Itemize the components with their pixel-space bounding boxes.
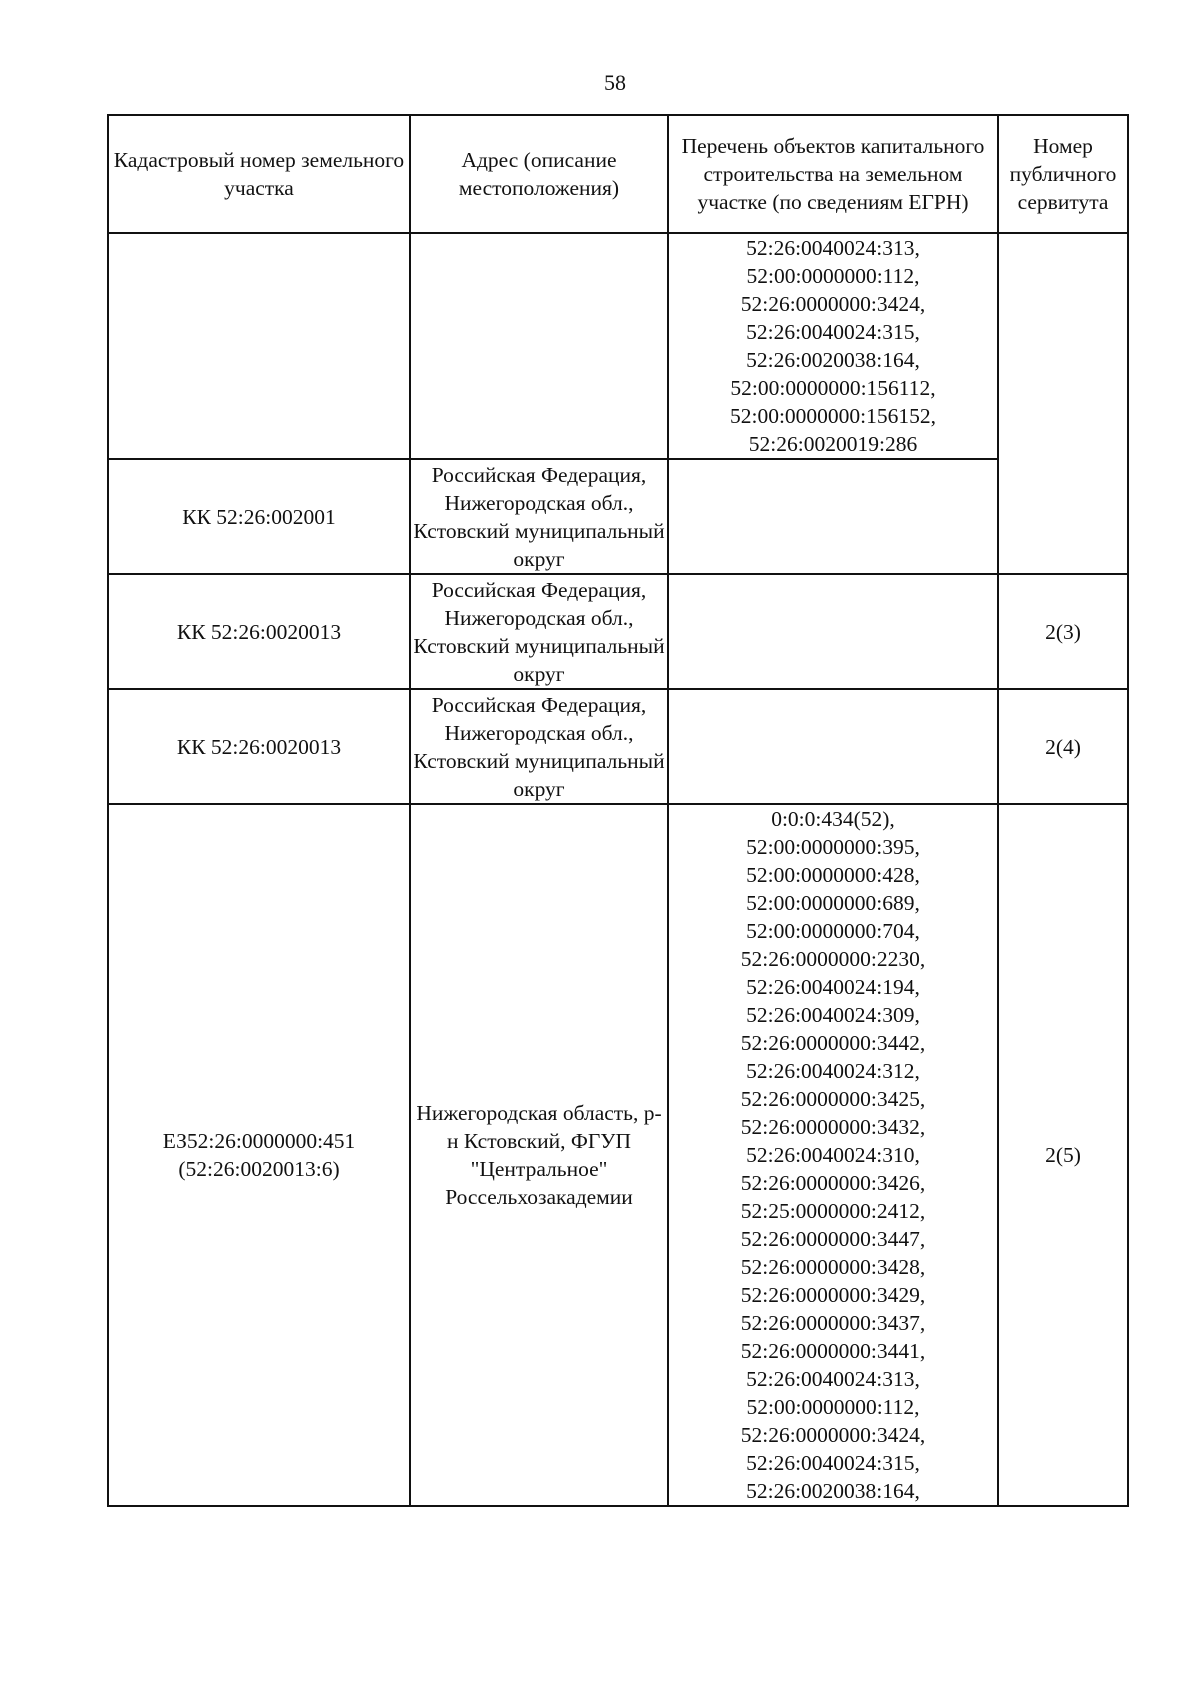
servitude-cell: 2(4) — [998, 689, 1128, 804]
servitude-cell: 2(3) — [998, 574, 1128, 689]
servitude-cell — [998, 233, 1128, 574]
objects-cell: 0:0:0:434(52), 52:00:0000000:395, 52:00:0000000:428, 52:00:0000000:689, 52:00:0000000:704, 52:26:0000000:2230, 52:26:0040024:194, 52:26:0040024:309, 52:26:0000000:3442, 52:26:0040024:312, 52:26:0000000:3425, 52:26:0000000:3432, 52:26:0040024:310, 52:26:0000000:3426, 52:25:0000000:2412, 52:26:0000000:3447, 52:26:0000000:3428, 52:26:0000000:3429, 52:26:0000000:3437, 52:26:0000000:3441, 52:26:0040024:313, 52:00:0000000:112, 52:26:0000000:3424, 52:26:0040024:315, 52:26:0020038:164, — [668, 804, 998, 1506]
address-cell: Российская Федерация, Нижегородская обл., Кстовский муниципальный округ — [410, 574, 668, 689]
cadastral-parent-number: (52:26:0020013:6) — [178, 1157, 340, 1181]
cadastral-cell: КК 52:26:0020013 — [108, 689, 410, 804]
cadastral-cell: КК 52:26:0020013 — [108, 574, 410, 689]
address-cell — [410, 233, 668, 459]
table-row — [108, 804, 1128, 1506]
header-cadastral: Кадастровый номер земельного участка — [108, 115, 410, 233]
table-row — [108, 459, 1128, 574]
page-number: 58 — [604, 70, 626, 95]
address-cell: Нижегородская область, р-н Кстовский, ФГУП "Центральное" Россельхозакадемии — [410, 804, 668, 1506]
table-header-row — [108, 115, 1128, 233]
servitude-table — [107, 114, 1129, 1507]
table-row — [108, 233, 1128, 459]
cadastral-cell — [108, 233, 410, 459]
header-objects: Перечень объектов капитального строительства на земельном участке (по сведениям ЕГРН) — [668, 115, 998, 233]
cadastral-cell — [108, 804, 410, 1506]
header-servitude: Номер публичного сервитута — [998, 115, 1128, 233]
table-row — [108, 574, 1128, 689]
objects-cell — [668, 689, 998, 804]
objects-cell — [668, 459, 998, 574]
header-address: Адрес (описание местоположения) — [410, 115, 668, 233]
address-cell: Российская Федерация, Нижегородская обл., Кстовский муниципальный округ — [410, 689, 668, 804]
objects-cell: 52:26:0040024:313, 52:00:0000000:112, 52:26:0000000:3424, 52:26:0040024:315, 52:26:0020038:164, 52:00:0000000:156112, 52:00:0000000:156152, 52:26:0020019:286 — [668, 233, 998, 459]
address-cell: Российская Федерация, Нижегородская обл., Кстовский муниципальный округ — [410, 459, 668, 574]
cadastral-number: ЕЗ52:26:0000000:451 — [162, 1129, 356, 1153]
servitude-cell: 2(5) — [998, 804, 1128, 1506]
objects-cell — [668, 574, 998, 689]
cadastral-cell: КК 52:26:002001 — [108, 459, 410, 574]
table-row — [108, 689, 1128, 804]
